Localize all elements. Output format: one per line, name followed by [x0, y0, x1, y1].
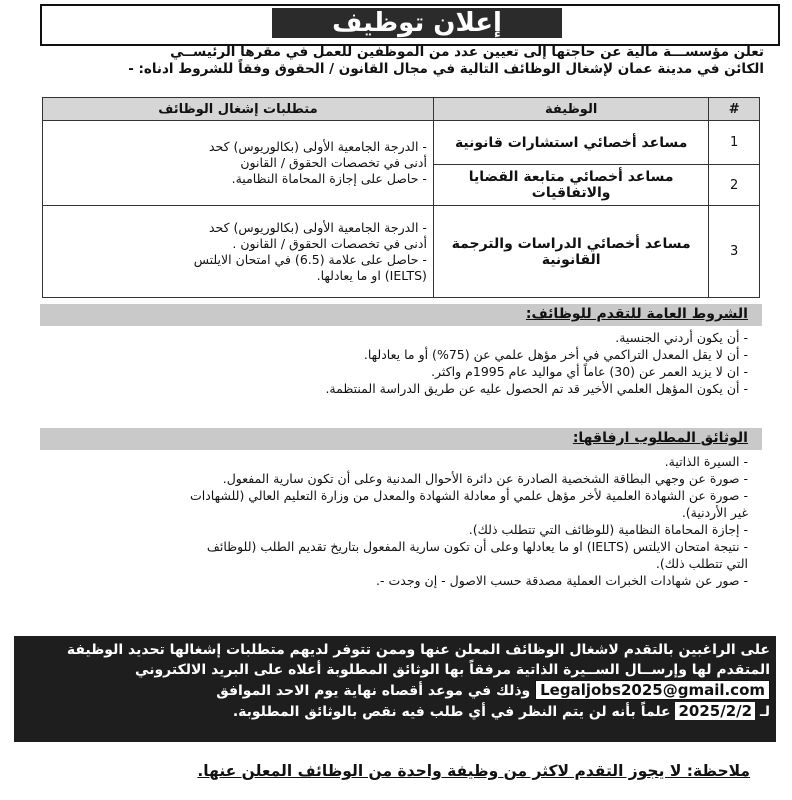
intro-line: الكائن في مدينة عمان لإشغال الوظائف التالية في مجال القانون / الحقوق وفقاً للشروط ادناه: - — [128, 61, 764, 77]
deadline-prefix: لـ — [759, 704, 770, 720]
requirement-line: (IELTS) او ما يعادلها. — [316, 267, 427, 283]
application-instructions — [14, 636, 776, 742]
requirement-line: - الدرجة الجامعية الأولى (بكالوريوس) كحد — [209, 219, 427, 235]
table-row — [43, 206, 760, 298]
table-row — [43, 121, 760, 165]
table-header-row — [43, 98, 760, 121]
job-requirements — [43, 206, 434, 298]
requirement-line: أدنى في تخصصات الحقوق / القانون — [240, 155, 427, 170]
column-header-title: الوظيفة — [433, 98, 708, 121]
requirement-line: أدنى في تخصصات الحقوق / القانون . — [232, 235, 427, 251]
job-requirements — [43, 121, 434, 206]
deadline-text: وذلك في موعد أقصاه نهاية يوم الاحد الموافق — [216, 683, 531, 699]
list-item: - صورة عن وجهي البطاقة الشخصية الصادرة عن دائرة الأحوال المدنية وعلى أن تكون سارية المفعول. — [222, 471, 748, 486]
jobs-table — [42, 97, 760, 298]
list-item: غير الأردنية). — [681, 505, 748, 520]
application-line: على الراغبين بالتقدم لاشغال الوظائف المعلن عنها وممن تتوفر لديهم متطلبات إشغالها تحديد الوظيفة — [66, 642, 770, 658]
application-line — [20, 680, 770, 701]
list-item: - نتيجة امتحان الايلتس (IELTS) او ما يعادلها وعلى أن تكون سارية المفعول بتاريخ تقديم الطلب (للوظائف — [206, 539, 748, 554]
general-conditions-header — [40, 304, 762, 326]
section-title: الوثائق المطلوب ارفاقها: — [572, 430, 748, 446]
application-line: المتقدم لها وإرســال الســيرة الذاتية مرفقاً بها الوثائق المطلوبة أعلاه على البريد الالكتروني — [135, 662, 770, 678]
application-line — [20, 701, 770, 722]
list-item: - ان لا يزيد العمر عن (30) عاماً أي مواليد عام 1995م واكثر. — [431, 364, 748, 379]
page-title: إعلان توظيف — [272, 8, 562, 38]
section-title: الشروط العامة للتقدم للوظائف: — [525, 306, 748, 322]
job-title: مساعد أخصائي استشارات قانونية — [433, 121, 708, 165]
deadline-date: 2025/2/2 — [675, 702, 755, 720]
list-item: التي تتطلب ذلك). — [655, 556, 748, 571]
general-conditions-list — [40, 329, 748, 397]
job-number: 1 — [709, 121, 760, 165]
list-item: - صور عن شهادات الخبرات العملية مصدقة حسب الاصول - إن وجدت -. — [376, 573, 748, 588]
note: ملاحظة: لا يجوز التقدم لاكثر من وظيفة واحدة من الوظائف المعلن عنها. — [197, 762, 750, 780]
requirement-line: - حاصل على إجازة المحاماة النظامية. — [231, 171, 427, 186]
list-item: - صورة عن الشهادة العلمية لأخر مؤهل علمي أو معادلة الشهادة والمعدل من وزارة التعليم العالي (للشهادات — [189, 488, 748, 503]
title-frame — [40, 4, 780, 46]
list-item: - السيرة الذاتية. — [664, 454, 748, 469]
column-header-requirements: متطلبات إشغال الوظائف — [43, 98, 434, 121]
requirement-line: - الدرجة الجامعية الأولى (بكالوريوس) كحد — [209, 139, 427, 154]
job-number: 2 — [709, 165, 760, 206]
column-header-num: # — [709, 98, 760, 121]
required-documents-header — [40, 428, 762, 450]
deadline-suffix: علماً بأنه لن يتم النظر في أي طلب فيه نقص بالوثائق المطلوبة. — [232, 704, 671, 720]
job-title: مساعد أخصائي متابعة القضايا والاتفاقيات — [433, 165, 708, 206]
job-number: 3 — [709, 206, 760, 298]
list-item: - أن يكون أردني الجنسية. — [615, 330, 748, 345]
list-item: - إجازة المحاماة النظامية (للوظائف التي تتطلب ذلك). — [468, 522, 748, 537]
required-documents-list — [40, 453, 748, 589]
intro-line: تعلن مؤسســـة مالية عن حاجتها إلى تعيين عدد من الموظفين للعمل في مقرها الرئيســي — [170, 44, 764, 60]
requirement-line: - حاصل على علامة (6.5) في امتحان الايلتس — [193, 251, 427, 267]
list-item: - أن يكون المؤهل العلمي الأخير قد تم الحصول عليه عن طريق الدراسة المنتظمة. — [325, 381, 748, 396]
list-item: - أن لا يقل المعدل التراكمي في أخر مؤهل علمي عن (75%) أو ما يعادلها. — [363, 347, 748, 362]
intro-paragraph — [40, 44, 764, 78]
application-email[interactable]: Legaljobs2025@gmail.com — [535, 680, 770, 700]
job-title: مساعد أخصائي الدراسات والترجمة القانونية — [433, 206, 708, 298]
